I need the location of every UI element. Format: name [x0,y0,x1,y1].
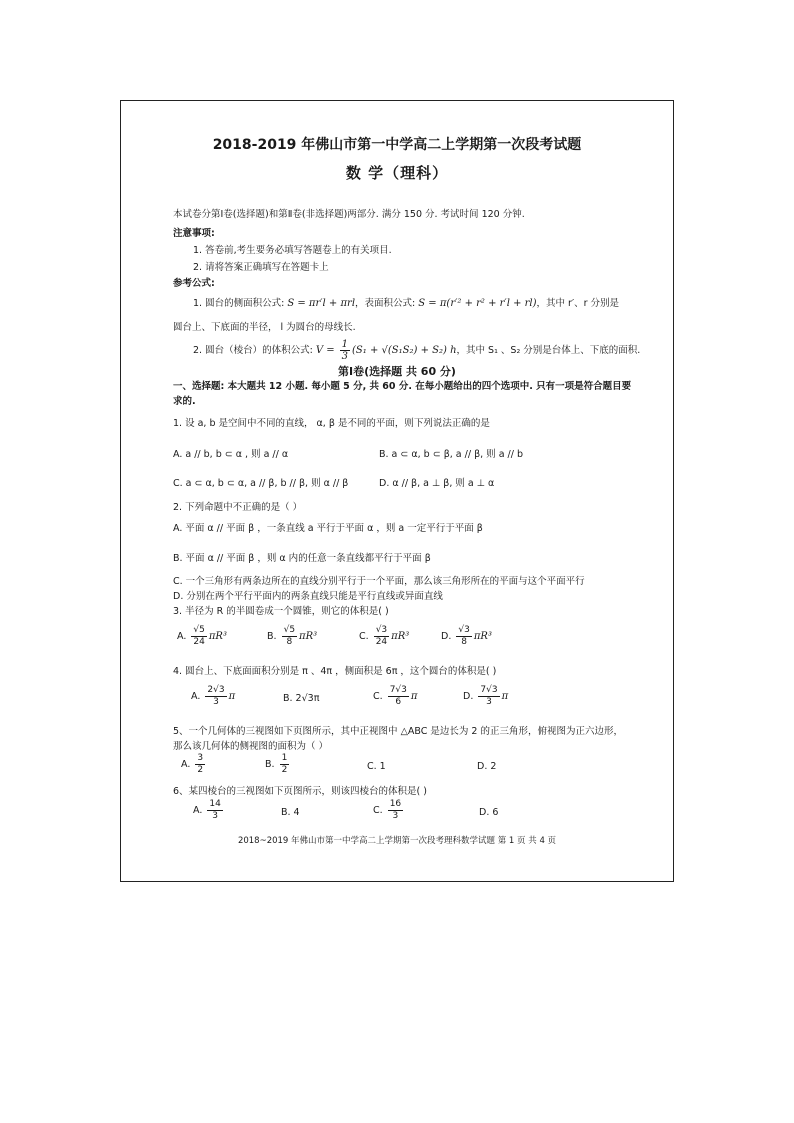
option-label: A. [191,691,201,702]
question-1-option-b: B. a ⊂ α, b ⊂ β, a // β, 则 a // b [379,449,523,460]
formula-2-suffix: ，其中 S₁ 、S₂ 分别是台体上、下底的面积. [456,345,641,356]
note-item: 1. 答卷前,考生要务必填写答题卷上的有关项目. [193,245,392,256]
section-title: 第Ⅰ卷(选择题 共 60 分) [338,365,456,378]
fraction-numerator: 2√3 [207,685,225,695]
fraction [340,339,350,362]
option-label: D. [463,691,474,702]
fraction [205,685,226,708]
option-label: D. [441,631,452,642]
question-2-option-b: B. 平面 α // 平面 β ，则 α 内的任意一条直线都平行于平面 β [173,553,431,564]
formula-1-mid: ，表面积公式: [355,298,416,309]
exam-title: 2018-2019 年佛山市第一中学高二上学期第一次段考试题 [212,137,582,153]
question-3-option-c [359,625,409,648]
question-5-option-a [181,753,207,776]
formula-1-line2: 圆台上、下底面的半径， l 为圆台的母线长. [173,322,356,333]
fraction [388,685,409,708]
fraction-denominator: 24 [193,637,205,647]
question-2-option-c: C. 一个三角形有两条边所在的直线分别平行于一个平面，那么该三角形所在的平面与这个平面平行 [173,576,585,587]
option-label: B. [265,759,275,770]
fraction [280,753,290,776]
fraction-numerator: √5 [283,625,296,635]
option-label: A. [177,631,187,642]
fraction-denominator: 24 [375,637,388,647]
fraction-denominator: 3 [486,697,492,707]
option-tail: π [228,691,236,702]
question-3-option-b [267,625,317,648]
option-label: C. [359,631,369,642]
formula-1-suffix: ，其中 r′、r 分别是 [536,298,620,309]
fraction [374,625,389,648]
fraction-numerator: 1 [281,753,288,763]
fraction [456,625,471,648]
option-label: A. [181,759,191,770]
fraction [478,685,499,708]
fraction-denominator: 3 [392,811,399,821]
formula-volume-lhs: V = [315,345,335,356]
fraction-denominator: 3 [341,351,349,362]
question-4-option-d [463,685,508,708]
formula-2-prefix: 2. 圆台（棱台）的体积公式: [193,345,313,356]
fraction-denominator: 2 [281,765,288,775]
page-footer: 2018~2019 年佛山市第一中学高二上学期第一次段考理科数学试题 第 1 页 共 4 页 [237,836,557,846]
question-2-stem: 2. 下列命题中不正确的是（ ） [173,502,303,513]
question-6-option-a [193,799,225,822]
fraction-denominator: 2 [197,765,204,775]
fraction [388,799,403,822]
question-5-option-b [265,753,291,776]
question-5-option-c: C. 1 [367,761,386,772]
option-tail: πR³ [299,631,318,642]
fraction-denominator: 8 [461,637,467,647]
fraction-numerator: 7√3 [389,685,407,695]
question-2-option-d: D. 分别在两个平行平面内的两条直线只能是平行直线或异面直线 [173,591,443,602]
question-6-option-b: B. 4 [281,807,300,818]
fraction-numerator: 3 [197,753,204,763]
formula-side-area: S = πr′l + πrl [287,298,356,309]
question-3-option-d [441,625,492,648]
option-tail: πR³ [208,631,227,642]
fraction-denominator: 3 [213,697,219,707]
option-tail: πR³ [391,631,410,642]
formula-1-prefix: 1. 圆台的侧面积公式: [193,298,285,309]
exam-page [120,100,674,882]
note-item: 2. 请将答案正确填写在答题卡上 [193,262,329,273]
question-2-option-a: A. 平面 α // 平面 β ，一条直线 a 平行于平面 α ，则 a 一定平行于平面 β [173,523,483,534]
fraction-numerator: 14 [209,799,221,809]
formulas-heading: 参考公式: [173,278,215,289]
fraction-denominator: 8 [286,637,293,647]
question-1-option-c: C. a ⊂ α, b ⊂ α, a // β, b // β, 则 α // β [173,478,349,489]
section-instructions-cont: 求的. [173,396,196,407]
fraction-numerator: √5 [193,625,205,635]
fraction-numerator: √3 [375,625,388,635]
fraction-numerator: 1 [341,339,349,350]
fraction [207,799,222,822]
formula-1-line [193,295,619,309]
question-1-option-a: A. a // b, b ⊂ α , 则 a // α [173,449,289,460]
question-4-option-c [373,685,417,708]
question-6-stem: 6、某四棱台的三视图如下页图所示，则该四棱台的体积是( ) [173,786,427,797]
notes-heading: 注意事项: [173,228,215,239]
question-6-option-c [373,799,405,822]
exam-subtitle: 数 学（理科） [345,164,449,182]
question-4-option-b: B. 2√3π [283,693,320,704]
question-5-stem: 5、一个几何体的三视图如下页图所示，其中正视图中 △ABC 是边长为 2 的正三角形，俯视图为正六边形， [173,726,623,737]
option-tail: π [501,691,509,702]
option-label: B. [267,631,277,642]
question-5-stem-cont: 那么该几何体的侧视图的面积为（ ） [173,741,329,752]
fraction-denominator: 3 [212,811,218,821]
option-label: A. [193,805,203,816]
question-1-stem: 1. 设 a, b 是空间中不同的直线， α, β 是不同的平面，则下列说法正确的是 [173,418,490,429]
formula-surface-area: S = π(r′² + r² + r′l + rl) [418,298,537,309]
fraction [282,625,297,648]
fraction-numerator: √3 [458,625,470,635]
section-instructions: 一、选择题: 本大题共 12 小题. 每小题 5 分, 共 60 分. 在每小题给出的四个选项中. 只有一项是符合题目要 [173,381,632,392]
option-tail: πR³ [473,631,492,642]
fraction [195,753,205,776]
fraction-numerator: 7√3 [480,685,498,695]
option-tail: π [410,691,418,702]
question-4-option-a [191,685,235,708]
fraction-denominator: 6 [395,697,402,707]
question-4-stem: 4. 圆台上、下底面面积分别是 π 、4π ，侧面积是 6π ，这个圆台的体积是( ) [173,666,497,677]
question-3-stem: 3. 半径为 R 的半圆卷成一个圆锥，则它的体积是( ) [173,606,389,617]
question-3-option-a [177,625,227,648]
fraction [191,625,206,648]
formula-2-line [193,339,640,362]
exam-intro: 本试卷分第Ⅰ卷(选择题)和第Ⅱ卷(非选择题)两部分. 满分 150 分. 考试时间 120 分钟. [173,209,525,220]
question-1-option-d: D. α // β, a ⊥ β, 则 a ⊥ α [379,478,495,489]
question-5-option-d: D. 2 [477,761,497,772]
option-label: C. [373,805,383,816]
formula-volume-rhs: (S₁ + √(S₁S₂) + S₂) h [352,345,457,356]
question-6-option-d: D. 6 [479,807,499,818]
option-label: C. [373,691,383,702]
fraction-numerator: 16 [389,799,402,809]
